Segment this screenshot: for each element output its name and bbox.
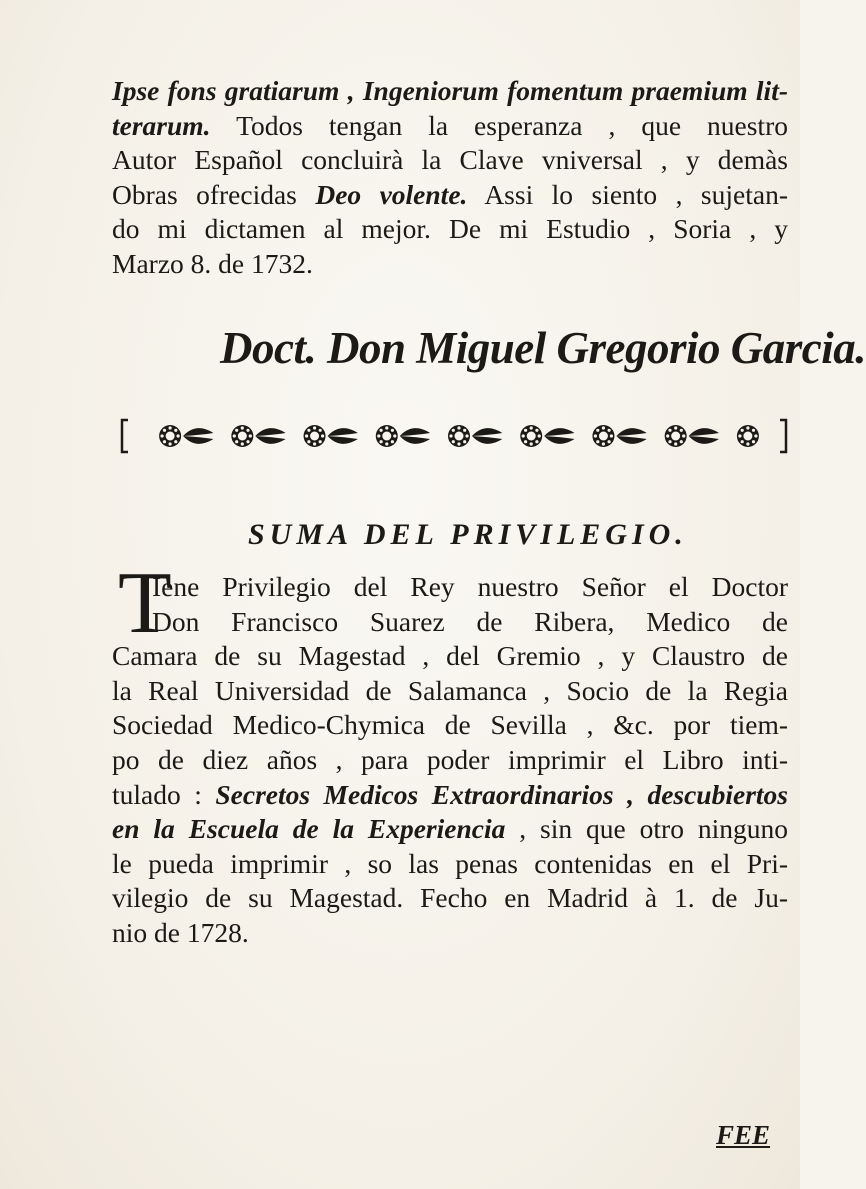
text-run: Autor Español concluirà la Clave vniversal , y demàs [112,144,788,176]
fleuron-icon [665,425,719,447]
signature: Doct. Don Miguel Gregorio Garcia. [220,323,866,373]
text-line [112,570,788,605]
text-line [112,847,788,882]
fleuron-icon [520,425,574,447]
text-line [112,743,788,778]
text-line [112,812,788,847]
italic-text: Ipse fons gratiarum , Ingeniorum fomentum praemium lit- [112,75,788,106]
text-line [112,143,788,178]
text-run: le pueda imprimir , so las penas contenidas en el Pri- [112,847,788,879]
ornament-bracket-left [122,420,128,452]
text-run: Assi lo siento , sujetan- [467,178,788,210]
text-line [112,212,788,247]
text-run: vilegio de su Magestad. Fecho en Madrid à 1. de Ju- [112,882,788,914]
text-line [112,916,788,951]
text-line [112,674,788,709]
fleuron-icon [231,425,285,447]
text-line [112,605,788,640]
text-line [112,247,788,282]
text-run: nio de 1728. [112,916,249,948]
text-line [112,708,788,743]
text-line [112,778,788,813]
fleuron-icon [592,425,646,447]
italic-text: terarum. [112,109,211,141]
text-line [112,881,788,916]
text-run: do mi dictamen al mejor. De mi Estudio , Soria , y [112,213,788,245]
text-run: Obras ofrecidas [112,178,316,210]
italic-text: Secretos Medicos Extraordinarios , descubiertos [215,778,788,810]
text-run: , sin que otro ninguno [505,813,788,845]
italic-text: Deo volente. [315,178,468,210]
text-run: Camara de su Magestad , del Gremio , y Claustro de [112,640,788,672]
ornament-bracket-right [780,420,786,452]
fleuron-icon [304,425,358,447]
text-run: po de diez años , para poder imprimir el Libro inti- [112,743,788,775]
section-heading: SUMA DEL PRIVILEGIO. [248,518,688,551]
text-line [112,109,788,144]
text-run: Marzo 8. de 1732. [112,247,313,279]
text-run: Iene Privilegio del Rey nuestro Señor el Doctor [152,571,788,602]
fleuron-icon [737,425,759,447]
ornament-icon [120,416,788,456]
approval-paragraph [112,74,788,282]
text-run: Don Francisco Suarez de Ribera, Medico de [152,605,788,637]
text-run: Sociedad Medico-Chymica de Sevilla , &c. por tiem- [112,709,788,741]
text-run: la Real Universidad de Salamanca , Socio de la Regia [112,674,788,706]
fleuron-icon [448,425,502,447]
italic-text: en la Escuela de la Experiencia [112,813,506,845]
catchword: FEE [716,1120,771,1150]
text-line [112,639,788,674]
privilege-paragraph [112,570,788,951]
decorative-border-ornament [120,416,788,456]
text-line [112,74,788,109]
text-run: Todos tengan la esperanza , que nuestro [210,109,788,141]
drop-cap: T [118,555,172,652]
fleuron-icon [159,425,213,447]
fleuron-icon [376,425,430,447]
text-run: tulado : [112,778,216,810]
text-line [112,178,788,213]
